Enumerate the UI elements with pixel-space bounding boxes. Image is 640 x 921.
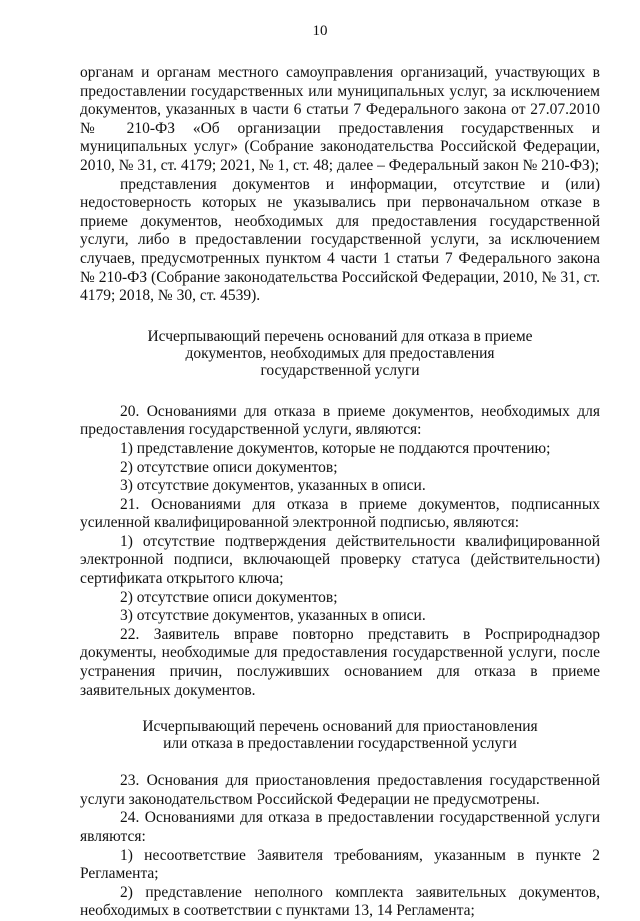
section-heading-refusal-acceptance	[80, 328, 600, 379]
paragraph-continuation: органам и органам местного самоуправления организаций, участвующих в предоставлении государственных или муниципальных услуг, за исключением документов, указанных в части 6 статьи 7 Федерального закона от 27.07.2010 № 210-ФЗ «Об организации предоставления государственных и муниципальных услуг» (Собрание законодательства Российской Федерации, 2010, № 31, ст. 4179; 2021, № 1, ст. 48; далее – Федеральный закон № 210-ФЗ);	[80, 64, 600, 174]
clause-21-item-2: 2) отсутствие описи документов;	[120, 588, 338, 606]
paragraph-document-provision: представления документов и информации, отсутствие и (или) недостоверность которых не указывались при первоначальном отказе в приеме документов, необходимых для предоставления государственной услуги, либо в предоставлении государственной услуги, за исключением случаев, предусмотренных пунктом 4 части 1 статьи 7 Федерального закона № 210-ФЗ (Собрание законодательства Российской Федерации, 2010, № 31, ст. 4179; 2018, № 30, ст. 4539).	[80, 175, 600, 305]
clause-20: 20. Основаниями для отказа в приеме документов, необходимых для предоставления государственной услуги, являются:	[80, 402, 600, 439]
clause-24-item-2: 2) представление неполного комплекта заявительных документов, необходимых в соответствии с пунктами 13, 14 Регламента;	[80, 883, 600, 920]
clause-20-item-1: 1) представление документов, которые не поддаются прочтению;	[120, 439, 551, 457]
section-heading-suspension-refusal	[80, 718, 600, 752]
document-body	[80, 64, 600, 921]
heading-text: Исчерпывающий перечень оснований для приостановления или отказа в предоставлении государственной услуги	[142, 718, 538, 753]
clause-24-item-1: 1) несоответствие Заявителя требованиям, указанным в пункте 2 Регламента;	[80, 846, 600, 883]
clause-20-item-2: 2) отсутствие описи документов;	[120, 458, 338, 476]
clause-22: 22. Заявитель вправе повторно представить в Росприроднадзор документы, необходимые для предоставления государственной услуги, после устранения причин, послуживших основанием для отказа в приеме заявительных документов.	[80, 625, 600, 699]
clause-21-item-3: 3) отсутствие документов, указанных в описи.	[120, 607, 426, 625]
heading-text: Исчерпывающий перечень оснований для отказа в приеме документов, необходимых для предоставления государственной услуги	[147, 327, 533, 379]
clause-23: 23. Основания для приостановления предоставления государственной услуги законодательством Российской Федерации не предусмотрены.	[80, 772, 600, 808]
clause-24: 24. Основаниями для отказа в предоставлении государственной услуги являются:	[80, 809, 600, 845]
clause-20-item-3: 3) отсутствие документов, указанных в описи.	[120, 477, 426, 495]
clause-21: 21. Основаниями для отказа в приеме документов, подписанных усиленной квалифицированной электронной подписью, являются:	[80, 495, 600, 532]
clause-21-item-1: 1) отсутствие подтверждения действительности квалифицированной электронной подписи, включающей проверку статуса (действительности) сертификата открытого ключа;	[80, 532, 600, 588]
page-number: 10	[312, 23, 328, 39]
